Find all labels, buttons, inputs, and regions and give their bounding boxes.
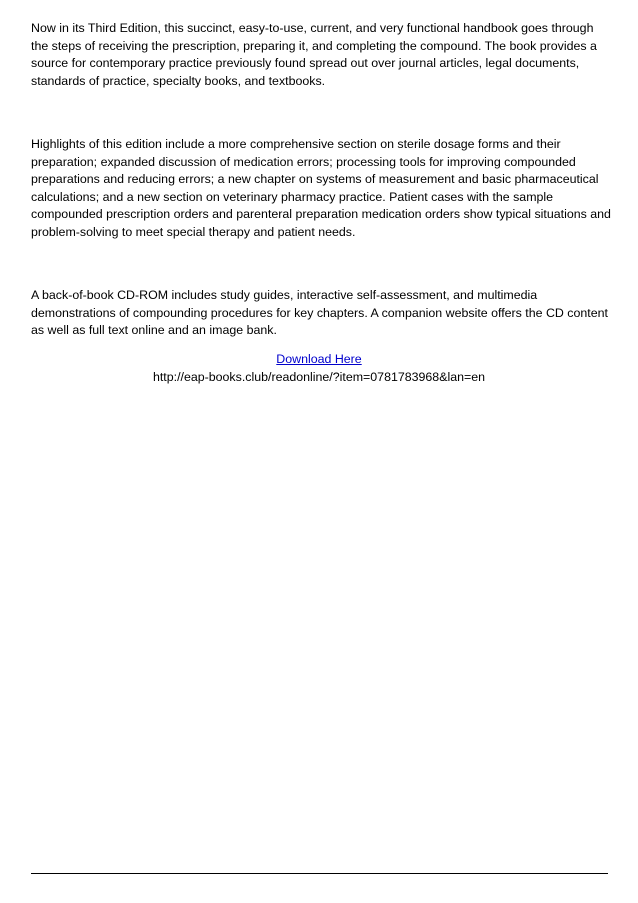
description-paragraph-2: Highlights of this edition include a more comprehensive section on sterile dosage forms and their preparation; expanded discussion of medication errors; processing tools for improving compounded preparations and reducing errors; a new chapter on systems of measurement and basic pharmaceutical calculations; and a new section on veterinary pharmacy practice. Patient cases with the sample compounded prescription orders and parenteral preparation medication orders show typical situations and problem-solving to meet special therapy and patient needs. [31,137,611,239]
footer-divider [31,873,608,874]
description-paragraph-1: Now in its Third Edition, this succinct, easy-to-use, current, and very functional handbook goes through the steps of receiving the prescription, preparing it, and completing the compound. The book provides a source for contemporary practice previously found spread out over journal articles, legal documents, standards of practice, specialty books, and textbooks. [31,21,597,88]
download-here-link[interactable]: Download Here [276,352,362,366]
description-paragraph-3: A back-of-book CD-ROM includes study guides, interactive self-assessment, and multimedia demonstrations of compounding procedures for key chapters. A companion website offers the CD content as well as full text online and an image bank. [31,288,608,337]
download-url-text: http://eap-books.club/readonline/?item=0781783968&lan=en [152,370,486,384]
